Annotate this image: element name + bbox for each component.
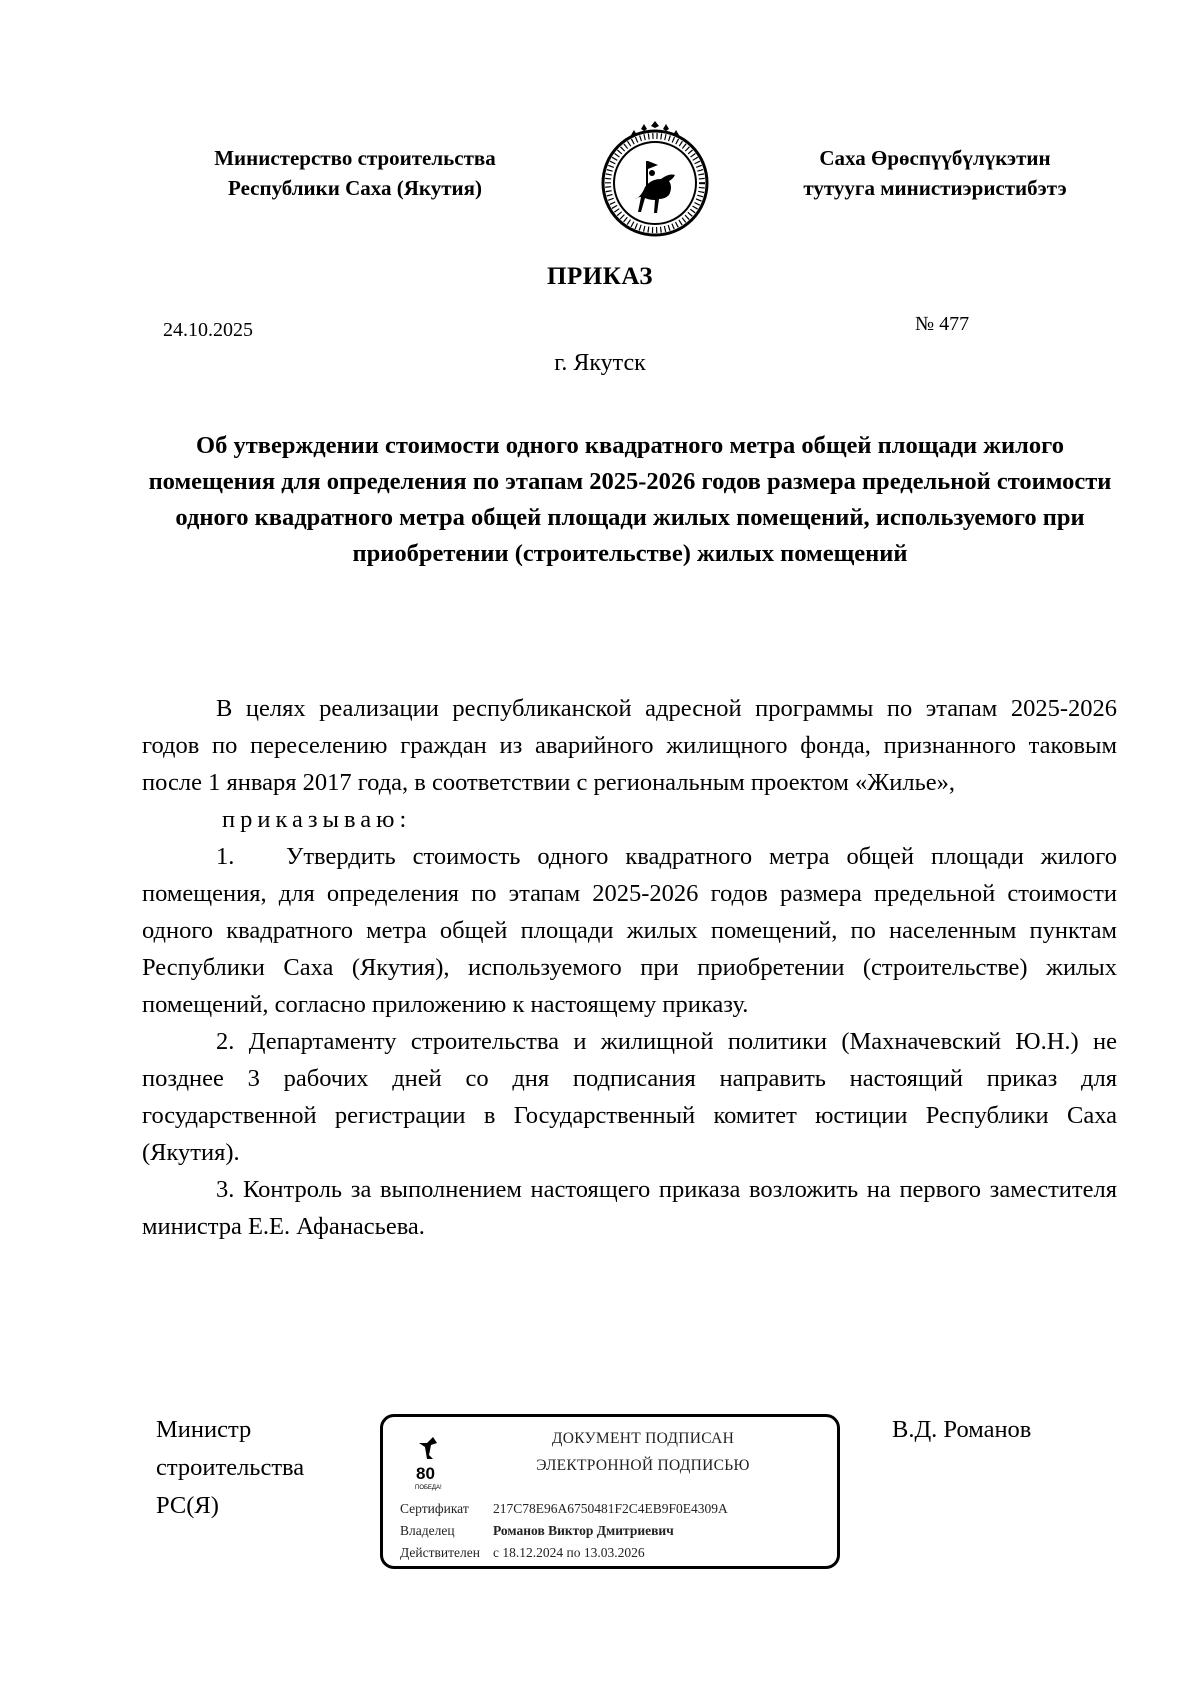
stamp-certificate-label: Сертификат <box>400 1501 469 1516</box>
stamp-validity-label: Действителен <box>400 1545 480 1560</box>
item-3-paragraph: 3. Контроль за выполнением настоящего приказа возложить на первого заместителя министра Е.Е. Афанасьева. <box>142 1176 1117 1240</box>
document-type: ПРИКАЗ <box>547 263 653 290</box>
stamp-owner-row <box>400 1523 674 1539</box>
signatory-title <box>156 1411 304 1525</box>
signatory-title-line3: РС(Я) <box>156 1492 219 1519</box>
ministry-name-sakha <box>755 143 1115 203</box>
svg-text:80: 80 <box>416 1464 435 1483</box>
preamble-paragraph: В целях реализации республиканской адресной программы по этапам 2025-2026 годов по переселению граждан из аварийного жилищного фонда, признанного таковым после 1 января 2017 года, в соответствии с региональным проектом «Жилье», <box>142 695 1117 796</box>
ministry-name-ru-line2: Республики Саха (Якутия) <box>228 176 482 200</box>
item-1-text: Утвердить стоимость одного квадратного метра общей площади жилого помещения, для определения по этапам 2025-2026 годов размера предельной стоимости одного квадратного метра общей площади жилых помещений, по населенным пунктам Республики Саха (Якутия), используемого при приобретении (строительстве) жилых помещений, согласно приложению к настоящему приказу. <box>142 843 1117 1018</box>
coat-of-arms-emblem-icon <box>595 121 715 241</box>
document-city: г. Якутск <box>554 350 646 376</box>
stamp-owner-label: Владелец <box>400 1523 455 1538</box>
document-body <box>142 690 1117 1245</box>
victory-80-logo-icon <box>413 1435 447 1493</box>
decree-word: приказываю: <box>222 806 412 833</box>
ministry-name-sakha-line2: тутууга министиэристибэтэ <box>803 176 1067 200</box>
ministry-name-ru <box>175 143 535 203</box>
stamp-heading-2: ЭЛЕКТРОННОЙ ПОДПИСЬЮ <box>536 1457 750 1474</box>
document-number: № 477 <box>915 313 970 335</box>
signatory-name: В.Д. Романов <box>892 1416 1032 1443</box>
item-1-number: 1. <box>216 843 235 870</box>
svg-text:ПОБЕДА!: ПОБЕДА! <box>415 1485 442 1491</box>
stamp-owner-value: Романов Виктор Дмитриевич <box>493 1523 674 1538</box>
stamp-validity-value: с 18.12.2024 по 13.03.2026 <box>493 1545 645 1560</box>
ministry-name-sakha-line1: Саха Өрөспүүбүлүкэтин <box>819 146 1051 170</box>
stamp-certificate-value: 217C78E96A6750481F2C4EB9F0E4309A <box>493 1501 728 1516</box>
item-1-paragraph <box>142 838 1117 1023</box>
ministry-name-ru-line1: Министерство строительства <box>214 146 496 170</box>
stamp-validity-row <box>400 1545 645 1561</box>
stamp-certificate-row <box>400 1501 728 1517</box>
stamp-heading-1: ДОКУМЕНТ ПОДПИСАН <box>551 1430 735 1447</box>
document-title: Об утверждении стоимости одного квадратного метра общей площади жилого помещения для определения по этапам 2025-2026 годов размера предельной стоимости одного квадратного метра общей площади жилых помещений, используемого при приобретении (строительстве) жилых помещений <box>148 432 1112 567</box>
item-2-paragraph: 2. Департаменту строительства и жилищной политики (Махначевский Ю.Н.) не позднее 3 рабочих дней со дня подписания направить настоящий приказ для государственной регистрации в Государственный комитет юстиции Республики Саха (Якутия). <box>142 1028 1117 1166</box>
signatory-title-line2: строительства <box>156 1454 305 1481</box>
document-date: 24.10.2025 <box>163 319 253 341</box>
signatory-title-line1: Министр <box>156 1416 252 1443</box>
electronic-signature-stamp <box>380 1414 840 1569</box>
